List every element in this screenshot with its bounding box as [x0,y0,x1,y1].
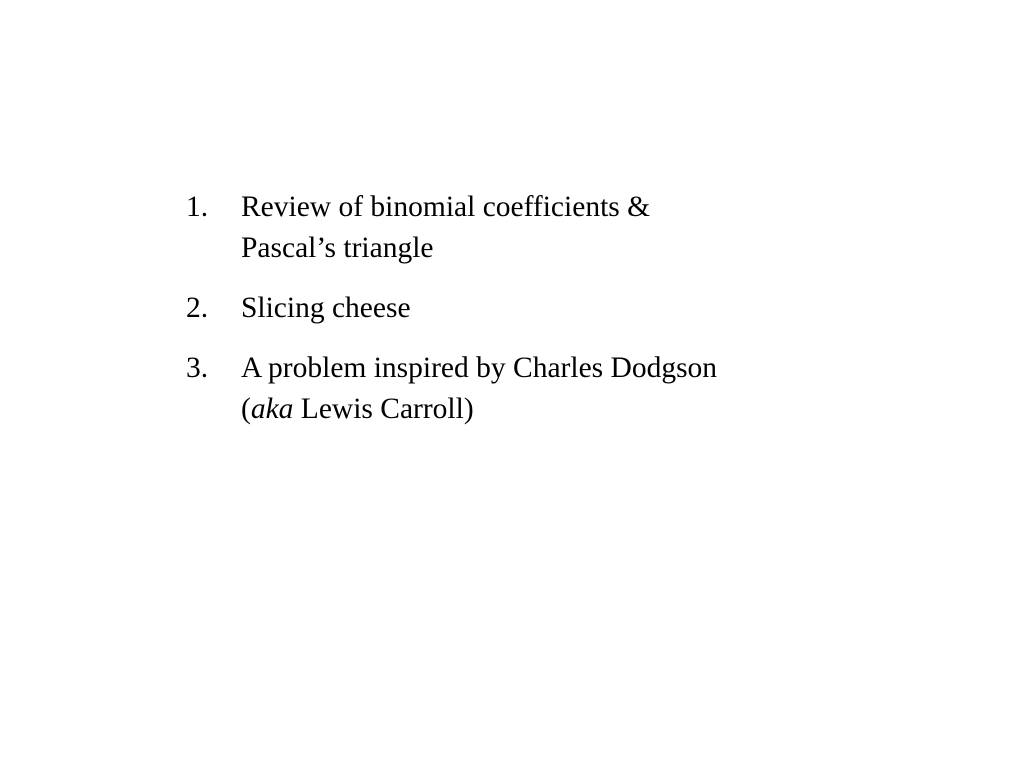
item-text-line: Pascal’s triangle [241,232,434,264]
item-text [241,288,826,329]
item-text-line: A problem inspired by Charles Dodgson [241,352,718,384]
paren-open: ( [241,393,251,425]
lewis-carroll-text: Lewis Carroll) [293,393,474,425]
item-number: 3. [186,352,209,384]
agenda-item-dodgson [186,348,826,430]
aka-italic: aka [250,393,294,425]
item-text [241,187,826,269]
agenda-item-binomial [186,187,826,269]
item-text-line-aka [241,389,826,430]
item-number: 2. [186,292,209,324]
agenda-item-cheese [186,288,826,329]
agenda-list [186,187,826,449]
item-number: 1. [186,191,209,223]
item-text-line: Review of binomial coefficients & [241,191,651,223]
item-text-line: Slicing cheese [241,292,411,324]
item-text [241,348,826,430]
